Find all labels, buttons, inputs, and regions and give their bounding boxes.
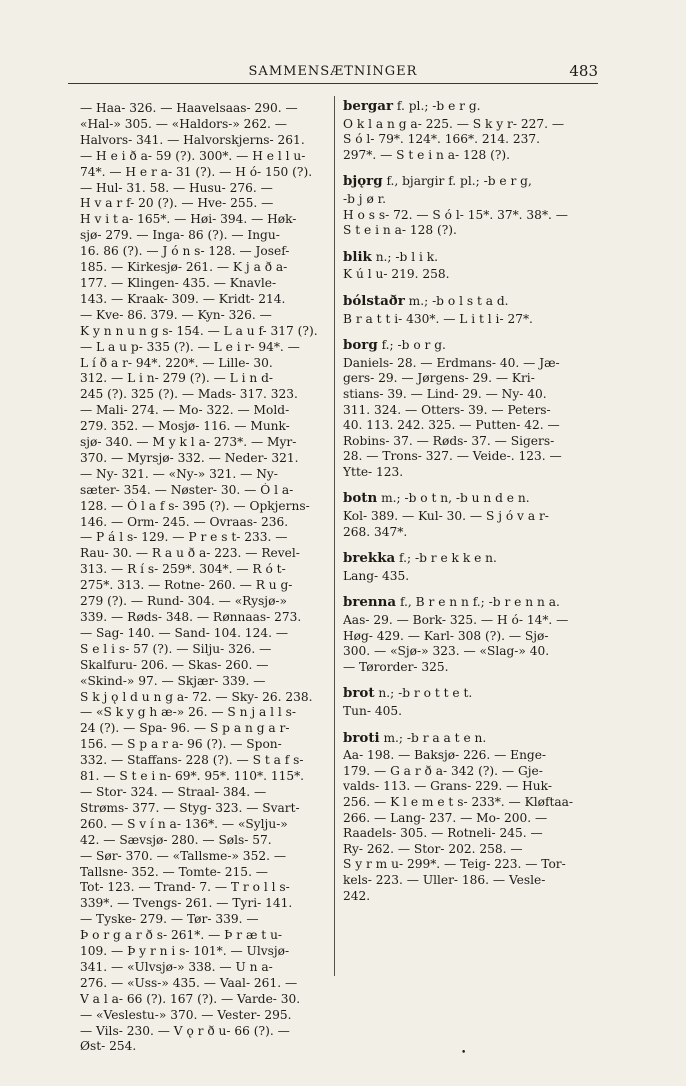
text-line: Robins- 37. — Røds- 37. — Sigers- [343, 433, 555, 448]
text-line: Halvors- 341. — Halvorskjerns- 261. [80, 132, 305, 147]
text-line: — P á l s- 129. — P r e s t- 233. — [80, 530, 288, 545]
text-line: 313. — R í s- 259*. 304*. — R ó t- [80, 562, 286, 577]
text-line: Aas- 29. — Bork- 325. — H ó- 14*. — [343, 613, 569, 628]
text-line: Strøms- 377. — Styg- 323. — Svart- [80, 800, 300, 815]
text-line: 256. — K l e m e t s- 233*. — Kløftaa- [343, 794, 574, 809]
text-line: Tallsne- 352. — Tomte- 215. — [80, 864, 268, 879]
text-line: S e l i s- 57 (?). — Silju- 326. — [80, 641, 272, 656]
text-line: 268. 347*. [343, 524, 408, 539]
dictionary-entry [343, 294, 601, 327]
text-line: — Sag- 140. — Sand- 104. 124. — [80, 625, 289, 640]
text-line: O k l a n g a- 225. — S k y r- 227. — [343, 116, 565, 131]
text-line: Lang- 435. [343, 568, 410, 583]
text-line: Ytte- 123. [343, 464, 404, 479]
text-line: Øst- 254. [80, 1039, 137, 1054]
text-line: — Vils- 230. — V ǫ r ð u- 66 (?). — [80, 1023, 290, 1038]
text-line: sjø- 279. — Inga- 86 (?). — Ingu- [80, 228, 280, 243]
text-line: — «S k y g h æ-» 26. — S n j a l l s- [80, 705, 297, 720]
text-line: — Hul- 31. 58. — Husu- 276. — [80, 180, 273, 195]
text-line: S k j ǫ l d u n g a- 72. — Sky- 26. 238. [80, 689, 313, 704]
text-line: 109. — Þ y r n i s- 101*. — Ulvsjø- [80, 944, 290, 959]
entry-body [343, 748, 601, 904]
grammar-note: n.; -b r o t t e t. [378, 686, 473, 701]
entry-heading [343, 294, 601, 310]
grammar-note: m.; -b r a a t e n. [383, 730, 487, 745]
dictionary-entry [343, 491, 601, 540]
text-line: S t e i n a- 128 (?). [343, 223, 457, 238]
text-line: 179. — G a r ð a- 342 (?). — Gje- [343, 763, 543, 778]
headword: borg [343, 337, 378, 354]
text-line: 297*. — S t e i n a- 128 (?). [343, 147, 511, 162]
text-line: Daniels- 28. — Erdmans- 40. — Jæ- [343, 355, 560, 370]
entry-heading [343, 595, 601, 611]
text-line: — Haa- 326. — Haavelsaas- 290. — [80, 101, 298, 115]
text-line: H o s s- 72. — S ó l- 15*. 37*. 38*. — [343, 207, 568, 222]
text-line: 128. — Ó l a f s- 395 (?). — Opkjerns- [80, 498, 310, 513]
text-line: 42. — Sævsjø- 280. — Søls- 57. [80, 832, 272, 847]
running-title: SAMMENSÆTNINGER [248, 64, 418, 79]
text-line: K ú l u- 219. 258. [343, 267, 450, 282]
text-line: stians- 39. — Lind- 29. — Ny- 40. [343, 386, 547, 401]
headword: blik [343, 248, 372, 265]
entry-heading [343, 174, 601, 190]
text-line: 242. [343, 888, 371, 903]
text-line: 260. — S v í n a- 136*. — «Sylju-» [80, 816, 288, 831]
dictionary-entry [343, 551, 601, 584]
text-line: 276. — «Uss-» 435. — Vaal- 261. — [80, 975, 298, 990]
entry-heading [343, 99, 601, 115]
entry-heading [343, 491, 601, 507]
entry-heading [343, 551, 601, 567]
grammar-note: f.; -b o r g. [381, 338, 446, 353]
text-line: — Stor- 324. — Straal- 384. — [80, 784, 267, 799]
grammar-note: f., bjargir f. pl.; -b e r g, [386, 174, 532, 189]
entry-heading [343, 338, 601, 354]
text-line: K y n n u n g s- 154. — L a u f- 317 (?). [80, 323, 318, 338]
text-line: 74*. — H e r a- 31 (?). — H ó- 150 (?). [80, 164, 313, 179]
entry-body [343, 267, 601, 283]
text-line: 300. — «Sjø-» 323. — «Slag-» 40. [343, 644, 550, 659]
entry-body [343, 192, 601, 239]
grammar-note: f. pl.; -b e r g. [396, 99, 481, 113]
text-line: Ry- 262. — Stor- 202. 258. — [343, 841, 523, 856]
text-line: — Tørorder- 325. [343, 659, 449, 674]
text-line: 24 (?). — Spa- 96. — S p a n g a r- [80, 721, 290, 736]
text-line: 312. — L i n- 279 (?). — L i n d- [80, 371, 274, 386]
text-line: Þ o r g a r ð s- 261*. — Þ r æ t u- [80, 928, 283, 943]
headword: botn [343, 490, 378, 507]
text-line: Raadels- 305. — Rotneli- 245. — [343, 826, 543, 841]
text-line: — Sør- 370. — «Tallsme-» 352. — [80, 848, 287, 863]
text-line: H v i t a- 165*. — Høi- 394. — Høk- [80, 212, 297, 227]
text-line: — Kve- 86. 379. — Kyn- 326. — [80, 307, 272, 322]
text-line: 185. — Kirkesjø- 261. — K j a ð a- [80, 260, 288, 275]
headword: brekka [343, 550, 396, 567]
entry-heading [343, 250, 601, 266]
dictionary-entry [343, 686, 601, 719]
text-line: sæter- 354. — Nøster- 30. — Ó l a- [80, 482, 294, 497]
page-mark: • [461, 1048, 467, 1058]
text-line: 339. — Røds- 348. — Rønnaas- 273. [80, 610, 302, 624]
entry-body [343, 509, 601, 540]
headword: bjǫrg [343, 173, 383, 190]
text-line: 279 (?). — Rund- 304. — «Rysjø-» [80, 594, 287, 609]
text-line: 370. — Myrsjø- 332. — Neder- 321. [80, 450, 299, 465]
text-line: «Hal-» 305. — «Haldors-» 262. — [80, 116, 287, 131]
entry-body [343, 613, 601, 675]
entry-heading [343, 731, 601, 747]
grammar-note: n.; -b l i k. [375, 249, 439, 264]
text-line: Rau- 30. — R a u ð a- 223. — Revel- [80, 546, 300, 561]
text-line: 177. — Klingen- 435. — Knavle- [80, 275, 277, 290]
page-number: 483 [569, 62, 598, 80]
grammar-note: f.; -b r e k k e n. [399, 551, 497, 566]
text-line: 146. — Orm- 245. — Ovraas- 236. [80, 514, 289, 529]
text-line: Høg- 429. — Karl- 308 (?). — Sjø- [343, 628, 549, 643]
text-line: Tun- 405. [343, 704, 402, 718]
headword: brenna [343, 594, 397, 611]
text-line: — L a u p- 335 (?). — L e i r- 94*. — [80, 339, 300, 354]
text-line: 40. 113. 242. 325. — Putten- 42. — [343, 418, 560, 433]
text-line: H v a r f- 20 (?). — Hve- 255. — [80, 196, 274, 211]
dictionary-entry [343, 99, 601, 163]
text-line: — Mali- 274. — Mo- 322. — Mold- [80, 403, 290, 418]
entry-body [343, 704, 601, 720]
grammar-note: f., B r e n n f.; -b r e n n a. [399, 595, 560, 610]
text-line: Aa- 198. — Baksjø- 226. — Enge- [343, 748, 547, 763]
header-rule [68, 83, 598, 84]
text-line: «Skind-» 97. — Skjær- 339. — [80, 673, 266, 688]
entry-body [343, 312, 601, 328]
text-line: kels- 223. — Uller- 186. — Vesle- [343, 872, 546, 887]
column-divider [334, 96, 335, 976]
text-line: 266. — Lang- 237. — Mo- 200. — [343, 810, 548, 825]
text-line: S ó l- 79*. 124*. 166*. 214. 237. [343, 132, 541, 147]
text-line: Skalfuru- 206. — Skas- 260. — [80, 657, 269, 672]
text-line: Kol- 389. — Kul- 30. — S j ó v a r- [343, 509, 549, 524]
dictionary-entry [343, 595, 601, 675]
text-line: B r a t t i- 430*. — L i t l i- 27*. [343, 311, 533, 326]
entry-body [343, 569, 601, 585]
page-header [68, 62, 598, 84]
entry-body [343, 117, 601, 164]
text-line: gers- 29. — Jørgens- 29. — Kri- [343, 371, 535, 386]
grammar-note: m.; -b o t n, -b u n d e n. [381, 491, 530, 506]
text-line: L í ð a r- 94*. 220*. — Lille- 30. [80, 355, 273, 370]
text-line: 279. 352. — Mosjø- 116. — Munk- [80, 419, 290, 434]
entry-heading [343, 686, 601, 702]
text-line: S y r m u- 299*. — Teig- 223. — Tor- [343, 857, 566, 872]
text-line: 143. — Kraak- 309. — Kridt- 214. [80, 291, 286, 306]
text-line: V a l a- 66 (?). 167 (?). — Varde- 30. [80, 991, 301, 1006]
dictionary-entry [343, 250, 601, 283]
text-line: sjø- 340. — M y k l a- 273*. — Myr- [80, 435, 297, 450]
headword: bólstaðr [343, 292, 405, 309]
dictionary-entry [343, 174, 601, 238]
text-line: valds- 113. — Grans- 229. — Huk- [343, 779, 552, 794]
grammar-note: m.; -b o l s t a d. [408, 293, 509, 308]
text-line: — Tyske- 279. — Tør- 339. — [80, 912, 259, 927]
text-line: — Ny- 321. — «Ny-» 321. — Ny- [80, 466, 278, 481]
left-column [80, 101, 324, 1055]
text-line: 339*. — Tvengs- 261. — Tyri- 141. [80, 896, 293, 911]
text-line: 311. 324. — Otters- 39. — Peters- [343, 402, 551, 417]
text-line: Tot- 123. — Trand- 7. — T r o l l s- [80, 880, 290, 895]
text-line: — «Veslestu-» 370. — Vester- 295. [80, 1007, 292, 1022]
text-line: — H e i ð a- 59 (?). 300*. — H e l l u- [80, 148, 306, 163]
text-line: 81. — S t e i n- 69*. 95*. 110*. 115*. [80, 769, 305, 784]
headword: brot [343, 685, 375, 702]
text-line: 341. — «Ulvsjø-» 338. — U n a- [80, 959, 273, 974]
headword: broti [343, 729, 380, 746]
headword: bergar [343, 98, 394, 114]
text-line: 245 (?). 325 (?). — Mads- 317. 323. [80, 387, 298, 402]
entry-body [343, 356, 601, 481]
text-line: -b j ø r. [343, 191, 387, 206]
right-column [343, 99, 601, 915]
dictionary-entry [343, 338, 601, 480]
dictionary-entry [343, 731, 601, 905]
text-line: 156. — S p a r a- 96 (?). — Spon- [80, 737, 282, 752]
text-line: 16. 86 (?). — J ó n s- 128. — Josef- [80, 244, 290, 259]
text-line: 332. — Staffans- 228 (?). — S t a f s- [80, 753, 304, 768]
text-line: 275*. 313. — Rotne- 260. — R u g- [80, 578, 293, 593]
text-line: 28. — Trons- 327. — Veide-. 123. — [343, 449, 562, 464]
